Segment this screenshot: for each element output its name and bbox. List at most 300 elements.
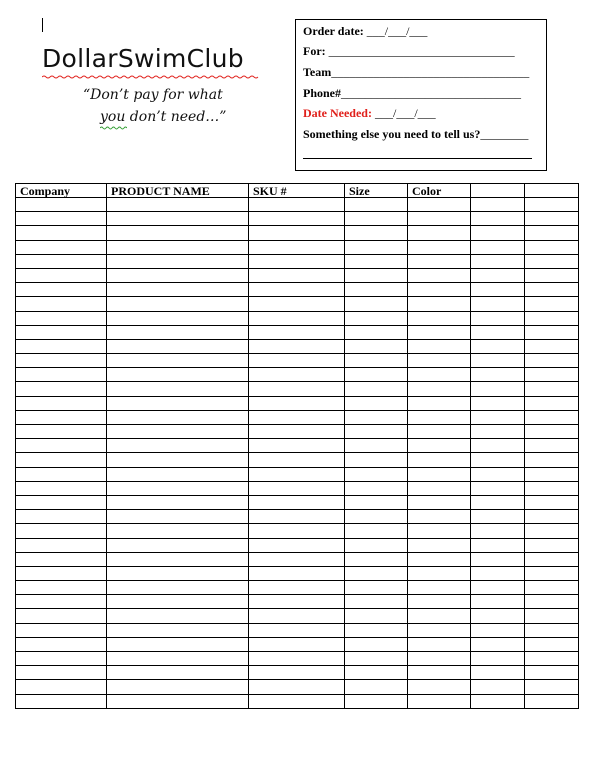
table-cell[interactable] <box>16 268 107 282</box>
table-cell[interactable] <box>107 694 249 708</box>
table-row <box>16 283 579 297</box>
table-cell[interactable] <box>16 609 107 623</box>
table-cell[interactable] <box>525 283 579 297</box>
table-cell[interactable] <box>408 325 471 339</box>
table-cell[interactable] <box>525 694 579 708</box>
table-cell[interactable] <box>345 410 408 424</box>
tagline-line-1: “Don’t pay for what <box>83 87 223 103</box>
table-cell[interactable] <box>408 666 471 680</box>
table-cell[interactable] <box>107 354 249 368</box>
table-cell[interactable] <box>16 453 107 467</box>
table-cell[interactable] <box>249 566 345 580</box>
table-cell[interactable] <box>16 254 107 268</box>
table-cell[interactable] <box>107 637 249 651</box>
table-cell[interactable] <box>249 652 345 666</box>
table-cell[interactable] <box>471 510 525 524</box>
table-cell[interactable] <box>107 581 249 595</box>
table-cell[interactable] <box>107 410 249 424</box>
table-cell[interactable] <box>471 198 525 212</box>
table-cell[interactable] <box>107 268 249 282</box>
something-else-label: Something else you need to tell us? <box>303 127 481 141</box>
table-cell[interactable] <box>107 623 249 637</box>
table-cell[interactable] <box>345 368 408 382</box>
table-cell[interactable] <box>408 552 471 566</box>
table-cell[interactable] <box>249 339 345 353</box>
table-cell[interactable] <box>471 382 525 396</box>
table-cell[interactable] <box>16 666 107 680</box>
table-cell[interactable] <box>408 254 471 268</box>
table-cell[interactable] <box>345 396 408 410</box>
table-cell[interactable] <box>16 382 107 396</box>
table-cell[interactable] <box>107 198 249 212</box>
table-cell[interactable] <box>16 425 107 439</box>
table-cell[interactable] <box>107 566 249 580</box>
table-cell[interactable] <box>408 595 471 609</box>
table-cell[interactable] <box>345 198 408 212</box>
table-cell[interactable] <box>107 453 249 467</box>
table-cell[interactable] <box>525 495 579 509</box>
table-cell[interactable] <box>16 467 107 481</box>
order-date-blank[interactable]: ___/___/___ <box>366 24 428 38</box>
table-cell[interactable] <box>525 680 579 694</box>
table-cell[interactable] <box>345 268 408 282</box>
table-cell[interactable] <box>107 510 249 524</box>
table-cell[interactable] <box>16 538 107 552</box>
header-size: Size <box>345 184 408 198</box>
table-cell[interactable] <box>107 495 249 509</box>
table-cell[interactable] <box>249 226 345 240</box>
table-cell[interactable] <box>107 666 249 680</box>
table-row <box>16 538 579 552</box>
table-cell[interactable] <box>249 268 345 282</box>
for-field[interactable] <box>303 44 515 59</box>
table-cell[interactable] <box>525 212 579 226</box>
table-cell[interactable] <box>471 595 525 609</box>
team-blank[interactable]: _________________________________ <box>331 65 530 79</box>
brand-logo-text: DollarSwimClub <box>42 44 244 73</box>
table-row <box>16 240 579 254</box>
table-cell[interactable] <box>16 652 107 666</box>
table-cell[interactable] <box>408 240 471 254</box>
table-cell[interactable] <box>107 396 249 410</box>
table-cell[interactable] <box>107 552 249 566</box>
table-cell[interactable] <box>107 481 249 495</box>
table-cell[interactable] <box>16 325 107 339</box>
table-cell[interactable] <box>471 396 525 410</box>
table-row <box>16 666 579 680</box>
table-row <box>16 609 579 623</box>
table-cell[interactable] <box>16 410 107 424</box>
tagline-line-2: you don’t need…” <box>100 109 227 125</box>
table-cell[interactable] <box>408 382 471 396</box>
table-cell[interactable] <box>345 297 408 311</box>
table-cell[interactable] <box>107 439 249 453</box>
table-cell[interactable] <box>471 240 525 254</box>
phone-blank[interactable]: ______________________________ <box>341 86 522 100</box>
table-cell[interactable] <box>249 254 345 268</box>
table-cell[interactable] <box>408 524 471 538</box>
table-cell[interactable] <box>408 637 471 651</box>
table-cell[interactable] <box>408 396 471 410</box>
table-cell[interactable] <box>345 467 408 481</box>
table-cell[interactable] <box>471 680 525 694</box>
table-cell[interactable] <box>408 368 471 382</box>
table-cell[interactable] <box>16 439 107 453</box>
date-needed-label: Date Needed: <box>303 106 372 120</box>
table-cell[interactable] <box>525 368 579 382</box>
table-cell[interactable] <box>107 467 249 481</box>
table-cell[interactable] <box>345 524 408 538</box>
table-cell[interactable] <box>107 212 249 226</box>
table-cell[interactable] <box>249 325 345 339</box>
table-cell[interactable] <box>408 623 471 637</box>
table-cell[interactable] <box>345 226 408 240</box>
table-cell[interactable] <box>16 368 107 382</box>
table-cell[interactable] <box>408 694 471 708</box>
table-cell[interactable] <box>345 439 408 453</box>
table-cell[interactable] <box>345 566 408 580</box>
table-row <box>16 524 579 538</box>
table-cell[interactable] <box>525 226 579 240</box>
table-cell[interactable] <box>16 623 107 637</box>
table-cell[interactable] <box>471 666 525 680</box>
table-cell[interactable] <box>345 694 408 708</box>
table-cell[interactable] <box>249 495 345 509</box>
table-row <box>16 652 579 666</box>
table-cell[interactable] <box>107 325 249 339</box>
table-cell[interactable] <box>107 339 249 353</box>
table-cell[interactable] <box>408 481 471 495</box>
table-cell[interactable] <box>107 240 249 254</box>
table-cell[interactable] <box>408 339 471 353</box>
table-cell[interactable] <box>408 680 471 694</box>
phone-field[interactable] <box>303 86 521 101</box>
table-cell[interactable] <box>525 354 579 368</box>
table-cell[interactable] <box>408 198 471 212</box>
table-cell[interactable] <box>345 354 408 368</box>
table-cell[interactable] <box>471 410 525 424</box>
table-cell[interactable] <box>408 510 471 524</box>
table-cell[interactable] <box>471 609 525 623</box>
table-cell[interactable] <box>525 453 579 467</box>
table-cell[interactable] <box>249 297 345 311</box>
table-cell[interactable] <box>525 481 579 495</box>
table-cell[interactable] <box>471 254 525 268</box>
table-cell[interactable] <box>16 694 107 708</box>
table-cell[interactable] <box>16 226 107 240</box>
table-cell[interactable] <box>249 283 345 297</box>
table-cell[interactable] <box>471 354 525 368</box>
table-cell[interactable] <box>471 425 525 439</box>
table-cell[interactable] <box>16 552 107 566</box>
order-date-label: Order date: <box>303 24 364 38</box>
table-row <box>16 311 579 325</box>
table-cell[interactable] <box>471 623 525 637</box>
grammar-underline <box>100 126 127 130</box>
team-label: Team <box>303 65 332 79</box>
table-cell[interactable] <box>345 495 408 509</box>
table-cell[interactable] <box>525 198 579 212</box>
table-cell[interactable] <box>16 354 107 368</box>
table-cell[interactable] <box>107 425 249 439</box>
table-cell[interactable] <box>345 425 408 439</box>
table-cell[interactable] <box>471 325 525 339</box>
table-cell[interactable] <box>249 609 345 623</box>
table-cell[interactable] <box>249 410 345 424</box>
table-cell[interactable] <box>107 311 249 325</box>
date-needed-field[interactable] <box>303 106 436 121</box>
table-cell[interactable] <box>345 510 408 524</box>
table-cell[interactable] <box>249 354 345 368</box>
table-cell[interactable] <box>525 581 579 595</box>
table-cell[interactable] <box>408 538 471 552</box>
table-cell[interactable] <box>525 652 579 666</box>
table-row <box>16 566 579 580</box>
table-cell[interactable] <box>471 297 525 311</box>
table-cell[interactable] <box>249 538 345 552</box>
table-cell[interactable] <box>16 481 107 495</box>
table-cell[interactable] <box>525 240 579 254</box>
table-cell[interactable] <box>107 226 249 240</box>
table-cell[interactable] <box>249 198 345 212</box>
table-cell[interactable] <box>16 680 107 694</box>
table-cell[interactable] <box>471 368 525 382</box>
table-cell[interactable] <box>249 439 345 453</box>
table-cell[interactable] <box>525 609 579 623</box>
table-cell[interactable] <box>471 694 525 708</box>
table-row <box>16 439 579 453</box>
table-cell[interactable] <box>408 410 471 424</box>
table-cell[interactable] <box>471 652 525 666</box>
table-cell[interactable] <box>249 396 345 410</box>
table-cell[interactable] <box>408 609 471 623</box>
something-else-blank[interactable]: ________ <box>480 127 529 141</box>
table-cell[interactable] <box>345 609 408 623</box>
table-cell[interactable] <box>249 240 345 254</box>
table-cell[interactable] <box>525 623 579 637</box>
phone-label: Phone# <box>303 86 342 100</box>
table-cell[interactable] <box>345 325 408 339</box>
table-cell[interactable] <box>471 481 525 495</box>
table-cell[interactable] <box>16 339 107 353</box>
table-cell[interactable] <box>525 254 579 268</box>
table-cell[interactable] <box>471 268 525 282</box>
table-cell[interactable] <box>525 325 579 339</box>
table-cell[interactable] <box>408 283 471 297</box>
table-cell[interactable] <box>16 283 107 297</box>
table-cell[interactable] <box>471 566 525 580</box>
table-cell[interactable] <box>345 382 408 396</box>
table-row <box>16 226 579 240</box>
table-cell[interactable] <box>471 283 525 297</box>
for-blank[interactable]: _______________________________ <box>328 44 515 58</box>
table-cell[interactable] <box>408 467 471 481</box>
table-row <box>16 495 579 509</box>
table-cell[interactable] <box>525 382 579 396</box>
table-row <box>16 297 579 311</box>
table-cell[interactable] <box>249 453 345 467</box>
table-cell[interactable] <box>249 382 345 396</box>
table-cell[interactable] <box>525 566 579 580</box>
table-cell[interactable] <box>345 453 408 467</box>
for-label: For: <box>303 44 326 58</box>
table-cell[interactable] <box>345 637 408 651</box>
table-cell[interactable] <box>525 510 579 524</box>
table-cell[interactable] <box>107 595 249 609</box>
table-row <box>16 467 579 481</box>
table-cell[interactable] <box>525 339 579 353</box>
table-cell[interactable] <box>471 495 525 509</box>
table-cell[interactable] <box>345 311 408 325</box>
table-cell[interactable] <box>249 666 345 680</box>
table-cell[interactable] <box>249 524 345 538</box>
table-cell[interactable] <box>408 566 471 580</box>
table-cell[interactable] <box>16 637 107 651</box>
table-cell[interactable] <box>471 311 525 325</box>
order-table-body <box>16 198 579 709</box>
table-cell[interactable] <box>249 212 345 226</box>
table-cell[interactable] <box>525 439 579 453</box>
table-cell[interactable] <box>107 524 249 538</box>
table-cell[interactable] <box>345 481 408 495</box>
team-field[interactable] <box>303 65 529 80</box>
table-cell[interactable] <box>471 581 525 595</box>
table-cell[interactable] <box>408 212 471 226</box>
table-cell[interactable] <box>525 297 579 311</box>
table-cell[interactable] <box>471 339 525 353</box>
table-row <box>16 425 579 439</box>
table-cell[interactable] <box>525 311 579 325</box>
table-cell[interactable] <box>408 354 471 368</box>
table-cell[interactable] <box>408 226 471 240</box>
table-cell[interactable] <box>525 538 579 552</box>
table-cell[interactable] <box>408 297 471 311</box>
table-cell[interactable] <box>408 268 471 282</box>
table-cell[interactable] <box>249 481 345 495</box>
table-cell[interactable] <box>408 439 471 453</box>
table-cell[interactable] <box>16 311 107 325</box>
table-cell[interactable] <box>249 595 345 609</box>
table-cell[interactable] <box>249 552 345 566</box>
table-cell[interactable] <box>249 581 345 595</box>
table-row <box>16 481 579 495</box>
table-cell[interactable] <box>16 566 107 580</box>
table-cell[interactable] <box>345 254 408 268</box>
date-needed-blank[interactable]: ___/___/___ <box>374 106 436 120</box>
table-cell[interactable] <box>525 425 579 439</box>
table-cell[interactable] <box>471 637 525 651</box>
table-cell[interactable] <box>408 581 471 595</box>
table-cell[interactable] <box>107 368 249 382</box>
table-cell[interactable] <box>249 510 345 524</box>
table-cell[interactable] <box>249 467 345 481</box>
table-cell[interactable] <box>408 311 471 325</box>
table-cell[interactable] <box>345 339 408 353</box>
table-row <box>16 339 579 353</box>
header-extra-1 <box>471 184 525 198</box>
table-cell[interactable] <box>471 212 525 226</box>
table-cell[interactable] <box>471 226 525 240</box>
table-cell[interactable] <box>408 425 471 439</box>
table-cell[interactable] <box>525 637 579 651</box>
table-cell[interactable] <box>525 552 579 566</box>
order-date-field[interactable] <box>303 24 427 39</box>
table-cell[interactable] <box>408 453 471 467</box>
table-cell[interactable] <box>471 467 525 481</box>
table-cell[interactable] <box>107 254 249 268</box>
table-cell[interactable] <box>16 524 107 538</box>
table-cell[interactable] <box>345 652 408 666</box>
table-cell[interactable] <box>471 538 525 552</box>
table-cell[interactable] <box>107 609 249 623</box>
table-cell[interactable] <box>471 453 525 467</box>
table-cell[interactable] <box>249 311 345 325</box>
table-cell[interactable] <box>16 297 107 311</box>
table-cell[interactable] <box>249 694 345 708</box>
table-cell[interactable] <box>16 396 107 410</box>
table-cell[interactable] <box>345 552 408 566</box>
table-cell[interactable] <box>249 425 345 439</box>
table-cell[interactable] <box>525 268 579 282</box>
table-cell[interactable] <box>345 623 408 637</box>
table-cell[interactable] <box>249 368 345 382</box>
table-cell[interactable] <box>525 467 579 481</box>
table-row <box>16 268 579 282</box>
table-cell[interactable] <box>107 283 249 297</box>
table-cell[interactable] <box>345 538 408 552</box>
table-cell[interactable] <box>16 212 107 226</box>
table-cell[interactable] <box>345 595 408 609</box>
table-cell[interactable] <box>525 666 579 680</box>
table-cell[interactable] <box>525 396 579 410</box>
table-cell[interactable] <box>471 439 525 453</box>
table-cell[interactable] <box>249 680 345 694</box>
table-cell[interactable] <box>107 382 249 396</box>
table-cell[interactable] <box>345 666 408 680</box>
table-cell[interactable] <box>525 595 579 609</box>
table-row <box>16 254 579 268</box>
table-cell[interactable] <box>107 538 249 552</box>
table-cell[interactable] <box>408 652 471 666</box>
table-cell[interactable] <box>16 198 107 212</box>
notes-line[interactable] <box>303 158 532 159</box>
table-cell[interactable] <box>525 410 579 424</box>
table-cell[interactable] <box>471 552 525 566</box>
table-cell[interactable] <box>16 581 107 595</box>
table-cell[interactable] <box>249 637 345 651</box>
table-cell[interactable] <box>16 495 107 509</box>
table-cell[interactable] <box>107 297 249 311</box>
table-cell[interactable] <box>16 240 107 254</box>
table-cell[interactable] <box>249 623 345 637</box>
table-cell[interactable] <box>345 240 408 254</box>
table-cell[interactable] <box>345 283 408 297</box>
table-cell[interactable] <box>345 212 408 226</box>
table-cell[interactable] <box>345 680 408 694</box>
table-cell[interactable] <box>345 581 408 595</box>
table-cell[interactable] <box>525 524 579 538</box>
table-cell[interactable] <box>408 495 471 509</box>
table-cell[interactable] <box>16 510 107 524</box>
table-row <box>16 637 579 651</box>
table-row <box>16 453 579 467</box>
something-else-field[interactable] <box>303 127 528 142</box>
table-cell[interactable] <box>16 595 107 609</box>
table-cell[interactable] <box>107 652 249 666</box>
table-cell[interactable] <box>107 680 249 694</box>
table-cell[interactable] <box>471 524 525 538</box>
table-row <box>16 595 579 609</box>
